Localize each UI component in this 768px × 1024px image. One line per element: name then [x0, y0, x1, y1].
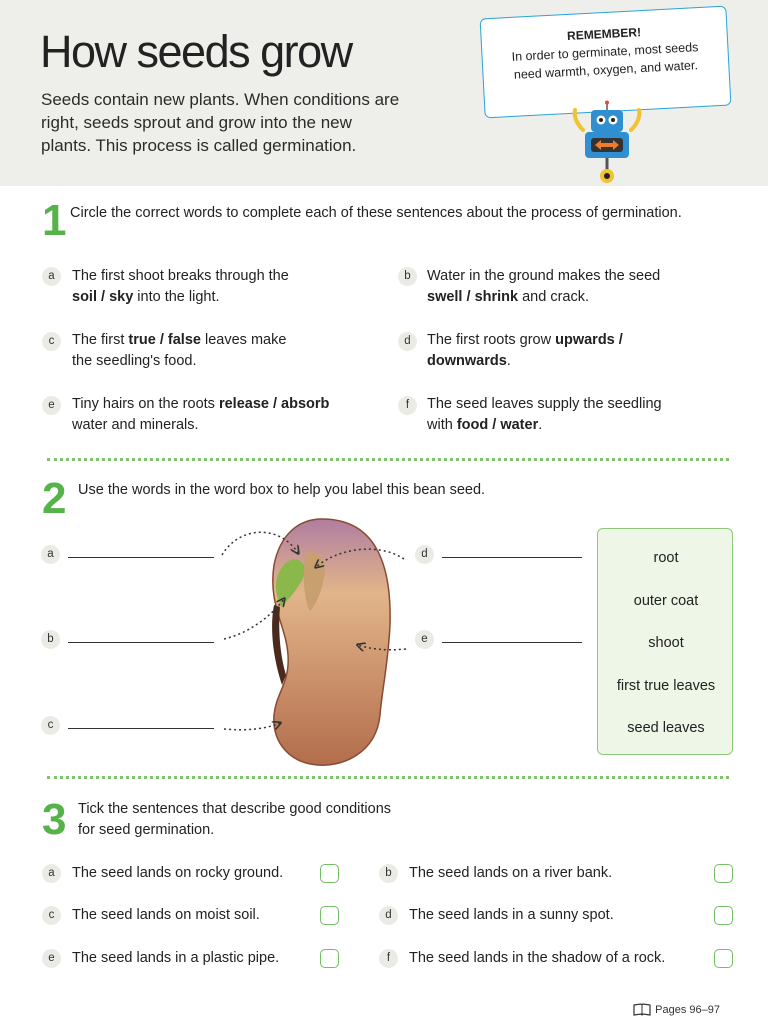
q2-answer-line-e[interactable] — [442, 642, 582, 643]
q1-option[interactable]: true — [128, 332, 156, 348]
q3-tick-box-d[interactable] — [714, 906, 733, 925]
word-box-item: root — [653, 550, 679, 566]
q3-letter-d: d — [379, 906, 398, 925]
q1-option[interactable]: false — [167, 332, 201, 348]
bean-outer-coat — [273, 519, 390, 765]
q1-option[interactable]: absorb — [281, 396, 330, 412]
q3-tick-box-b[interactable] — [714, 864, 733, 883]
q1-option[interactable]: swell — [427, 289, 463, 305]
q2-number: 2 — [42, 474, 65, 523]
q1-number: 1 — [42, 196, 65, 245]
q1-sentence-a: The first shoot breaks through the soil / sky into the light. — [72, 268, 289, 305]
q1-sentence-d: The first roots grow upwards / downwards. — [427, 332, 623, 369]
q1-option[interactable]: water — [500, 417, 539, 433]
q1-option[interactable]: sky — [109, 289, 134, 305]
page-numbers: Pages 96–97 — [655, 1003, 720, 1016]
q1-sentence-f: The seed leaves supply the seedling with food / water. — [427, 396, 662, 433]
word-box-item: seed leaves — [627, 720, 705, 736]
page-reference — [633, 1003, 720, 1016]
q3-sentence-b: The seed lands on a river bank. — [409, 865, 613, 881]
robot-icon — [565, 100, 649, 188]
q3-sentence-e: The seed lands in a plastic pipe. — [72, 950, 280, 966]
q2-answer-line-a[interactable] — [68, 557, 214, 558]
section-divider — [47, 776, 729, 779]
q3-sentence-f: The seed lands in the shadow of a rock. — [409, 950, 666, 966]
q2-label-d: d — [415, 545, 434, 564]
q2-answer-line-c[interactable] — [68, 728, 214, 729]
q3-tick-box-c[interactable] — [320, 906, 339, 925]
q1-sentence-e: Tiny hairs on the roots release / absorb water and minerals. — [72, 396, 330, 433]
q3-tick-box-a[interactable] — [320, 864, 339, 883]
bean-seed-diagram — [210, 515, 420, 770]
q3-sentence-d: The seed lands in a sunny spot. — [409, 907, 614, 923]
q1-letter-c: c — [42, 332, 61, 351]
q1-instruction: Circle the correct words to complete each of these sentences about the process of germination. — [70, 205, 682, 221]
q2-answer-line-d[interactable] — [442, 557, 582, 558]
q3-tick-box-e[interactable] — [320, 949, 339, 968]
section-divider — [47, 458, 729, 461]
q3-sentence-a: The seed lands on rocky ground. — [72, 865, 284, 881]
q1-option[interactable]: shrink — [474, 289, 519, 305]
q1-letter-f: f — [398, 396, 417, 415]
q3-tick-box-f[interactable] — [714, 949, 733, 968]
q2-label-e: e — [415, 630, 434, 649]
q1-letter-e: e — [42, 396, 61, 415]
q2-label-b: b — [41, 630, 60, 649]
q1-option[interactable]: upwards — [555, 332, 615, 348]
word-box — [597, 528, 733, 755]
word-box-item: first true leaves — [616, 678, 716, 694]
q3-letter-b: b — [379, 864, 398, 883]
q1-option[interactable]: soil — [72, 289, 97, 305]
intro-text: Seeds contain new plants. When conditions are right, seeds sprout and grow into the new plants. This process is called germination. — [41, 90, 400, 155]
q3-letter-a: a — [42, 864, 61, 883]
q3-instruction: Tick the sentences that describe good conditions for seed germination. — [78, 801, 392, 838]
q1-sentence-b: Water in the ground makes the seed swell / shrink and crack. — [427, 268, 661, 305]
word-box-item: shoot — [648, 635, 684, 651]
q2-label-c: c — [41, 716, 60, 735]
book-icon — [633, 1003, 651, 1016]
q3-letter-c: c — [42, 906, 61, 925]
page-title: How seeds grow — [40, 26, 352, 77]
q2-label-a: a — [41, 545, 60, 564]
q2-instruction: Use the words in the word box to help you label this bean seed. — [78, 482, 486, 498]
q1-option[interactable]: downwards — [427, 353, 507, 369]
q2-answer-line-b[interactable] — [68, 642, 214, 643]
q1-option[interactable]: release — [218, 396, 269, 412]
q1-option[interactable]: food — [456, 417, 489, 433]
remember-title: REMEMBER! — [566, 25, 642, 43]
q3-letter-f: f — [379, 949, 398, 968]
q1-letter-a: a — [42, 267, 61, 286]
q1-letter-b: b — [398, 267, 417, 286]
remember-text: In order to germinate, most seeds need warmth, oxygen, and water. — [511, 40, 699, 82]
q1-sentence-c: The first true / false leaves make the seedling's food. — [72, 332, 287, 369]
q3-sentence-c: The seed lands on moist soil. — [72, 907, 260, 923]
word-box-item: outer coat — [633, 593, 699, 609]
q3-letter-e: e — [42, 949, 61, 968]
q3-number: 3 — [42, 795, 65, 844]
q1-letter-d: d — [398, 332, 417, 351]
